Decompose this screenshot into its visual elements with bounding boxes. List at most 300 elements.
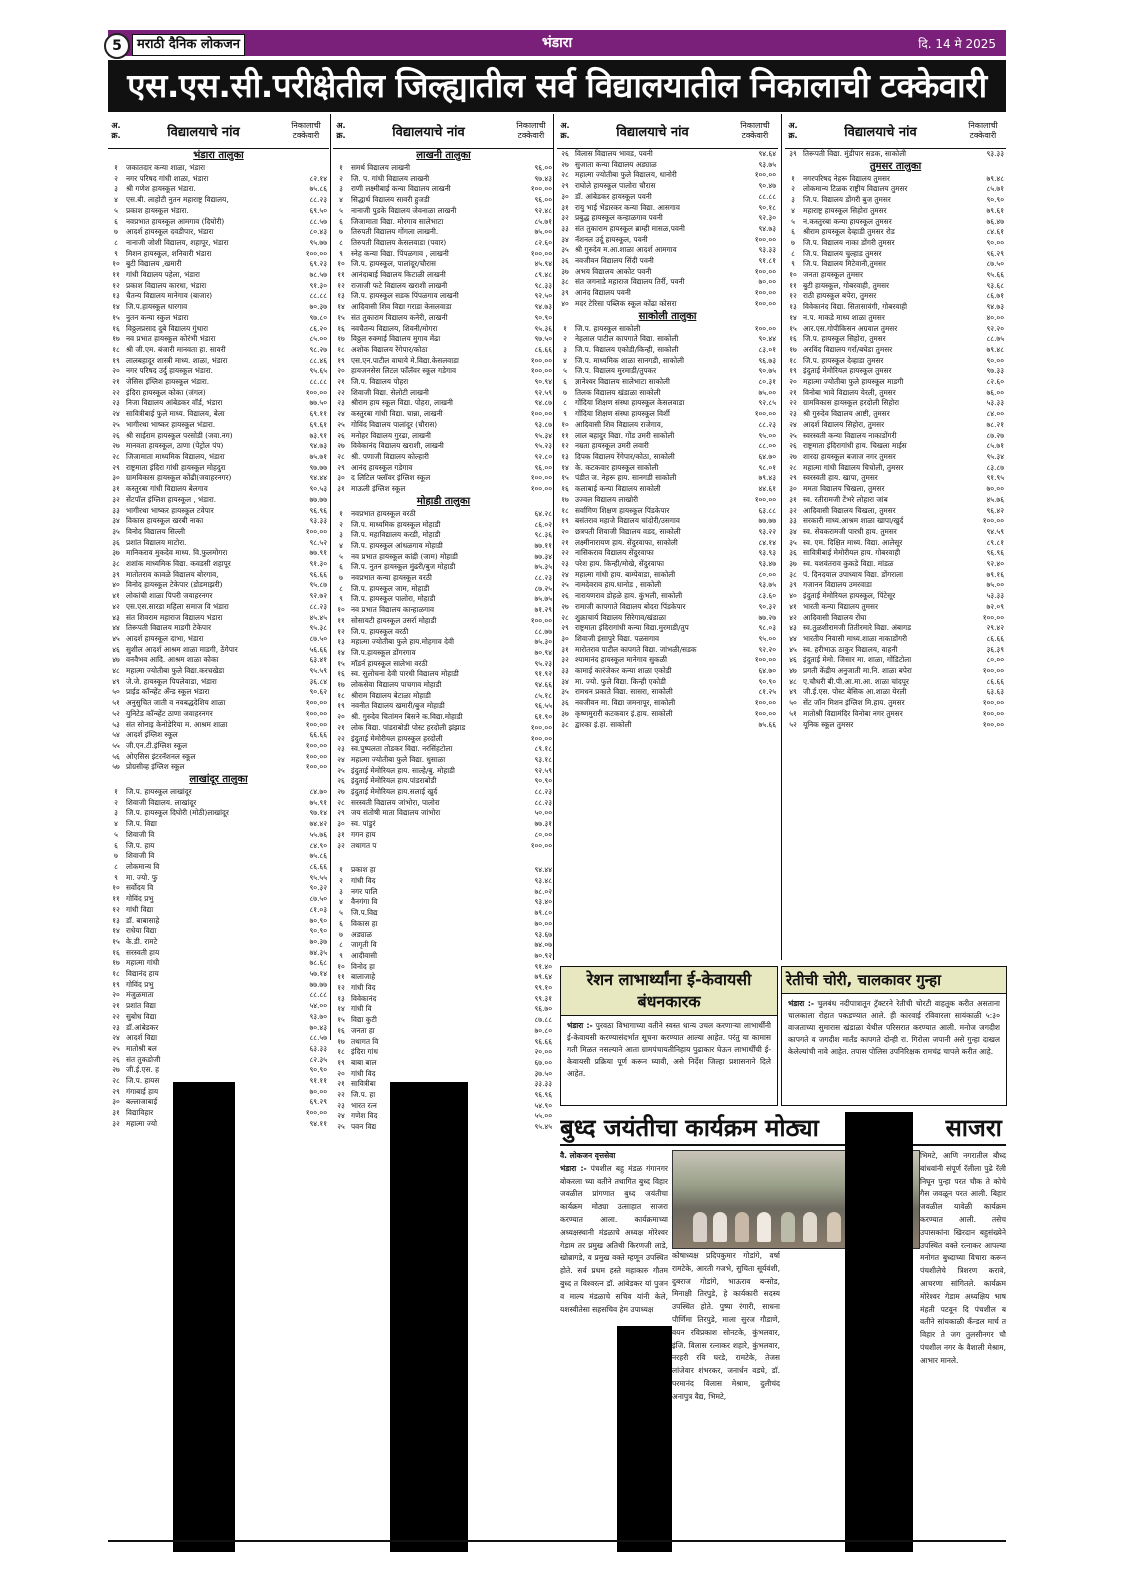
table-row xyxy=(108,420,329,431)
table-row xyxy=(108,206,329,217)
school-name: रामाजी कापगाते विद्यालय बोदरा पिंडकेपार xyxy=(575,601,686,611)
school-name: जि.प. विद्यालय चुल्हाड तुमसर xyxy=(803,248,882,258)
result-percentage: ७५.६६ xyxy=(758,719,776,729)
result-percentage: ७३.९१ xyxy=(309,430,327,440)
result-percentage: ८८.४६ xyxy=(309,355,327,365)
serial-number: २५ xyxy=(561,580,569,590)
table-row xyxy=(108,741,329,752)
serial-number: २७ xyxy=(112,441,120,451)
school-name: श्री गणेश हायस्कूल भंडारा. xyxy=(126,184,196,194)
table-row xyxy=(333,291,554,302)
table-row xyxy=(785,302,1006,313)
serial-number: ३५ xyxy=(789,537,797,547)
results-column-2 xyxy=(333,114,554,1133)
serial-number: १७ xyxy=(561,494,569,504)
school-name: वैनगंगा वि xyxy=(351,897,378,907)
serial-number: ३ xyxy=(339,886,343,896)
result-percentage: १००.०० xyxy=(754,298,776,308)
table-row xyxy=(108,798,329,809)
serial-number: २० xyxy=(789,377,797,387)
serial-number: ३६ xyxy=(561,256,569,266)
serial-number: २५ xyxy=(789,430,797,440)
result-percentage: ७४.३५ xyxy=(309,947,327,957)
table-row xyxy=(108,905,329,916)
table-row xyxy=(333,930,554,941)
result-percentage: ७४.०७ xyxy=(534,940,552,950)
school-name: महात्मा ज्योतीबा फुले विद्यालय, धानोरी xyxy=(575,170,677,180)
results-column-3 xyxy=(557,114,778,730)
results-table xyxy=(333,114,554,1133)
school-name: जनता हायस्कूल तुमसर xyxy=(803,270,863,280)
school-name: आनंदाबाई विद्यालय किटाळी लाखनी xyxy=(351,270,446,280)
serial-number: १२ xyxy=(337,983,345,993)
school-name: श्री साईराम हायस्कूल परसोडी (जवा.नग) xyxy=(126,430,233,440)
table-row xyxy=(333,573,554,584)
table-row xyxy=(108,916,329,927)
serial-number: १४ xyxy=(337,1004,345,1014)
school-name: इंदुताई मेमोरियल हाय.सलाई खुर्द xyxy=(351,787,438,797)
result-percentage: ७९.४८ xyxy=(986,344,1004,354)
school-name: नव प्रभात हायस्कूल कोरंभी भंडारा xyxy=(126,334,216,344)
school-name: संत तुकाराम हायस्कूल ब्राम्ही मासळ,पवनी xyxy=(575,223,685,233)
school-name: आर.एस.गोपीकिसन अग्रवाल तुमसर xyxy=(803,323,898,333)
school-name: राणी लक्ष्मीबाई कन्या विद्यालय लाखनी xyxy=(351,184,451,194)
serial-number: ३० xyxy=(112,1097,120,1107)
school-name: शशांक माध्यमिक विद्या. कवडसी शहापूर xyxy=(126,559,231,569)
result-percentage: ८६.६६ xyxy=(986,633,1004,643)
table-row xyxy=(785,206,1006,217)
serial-number: १९ xyxy=(112,979,120,989)
serial-number: ६ xyxy=(339,216,343,226)
school-name: महात्मा ज्यो xyxy=(126,1118,158,1128)
school-name: प्रबुद्ध हायस्कूल कन्हाळगाव पवनी xyxy=(575,213,663,223)
school-name: महात्मा ज्योतीबा फुले हाय.मोहगाव देवी xyxy=(351,637,455,647)
table-row xyxy=(785,687,1006,698)
school-name: जि.प. विद्यालय डोंगरी बुज तुमसर xyxy=(803,195,891,205)
result-percentage: ९०.४७ xyxy=(758,181,776,191)
result-percentage: ९१.४० xyxy=(534,961,552,971)
serial-number: २१ xyxy=(561,537,569,547)
table-row xyxy=(108,1023,329,1034)
result-percentage: ९०.९० xyxy=(309,1065,327,1075)
school-name: सरस्वती हाय xyxy=(126,947,160,957)
serial-number: १२ xyxy=(112,280,120,290)
table-row xyxy=(108,334,329,345)
serial-number: ३२ xyxy=(112,1118,120,1128)
school-name: नव प्रभात हायस्कूल कांद्री (जाम) मोहाडी xyxy=(351,551,458,561)
serial-number: २० xyxy=(337,712,345,722)
table-row xyxy=(108,602,329,613)
box-title-line2: बंधनकारक xyxy=(637,992,701,1011)
taluka-heading: साकोली तालुका xyxy=(638,310,697,322)
school-name: शिवाजी वि xyxy=(126,829,155,839)
table-row xyxy=(785,645,1006,656)
table-row xyxy=(333,356,554,367)
serial-number: २९ xyxy=(112,462,120,472)
result-percentage: ९७.८० xyxy=(309,312,327,322)
table-row xyxy=(333,530,554,541)
table-row xyxy=(785,666,1006,677)
school-name: मनोहर विद्यालय गुरढा, लाखनी xyxy=(351,430,431,440)
school-name: लाल बहादुर विद्या. गोंड उमरी साकोली xyxy=(575,430,675,440)
table-row xyxy=(557,570,778,581)
school-name: राघोले हायस्कूल पालोरा चौरास xyxy=(575,181,656,191)
table-row xyxy=(108,559,329,570)
serial-number: २१ xyxy=(789,387,797,397)
page-number: 5 xyxy=(104,33,130,59)
school-name: संत तुकडोजी xyxy=(126,1054,161,1064)
photo-figure xyxy=(735,1212,749,1242)
table-row xyxy=(108,580,329,591)
serial-number: १२ xyxy=(337,626,345,636)
results-table xyxy=(785,114,1006,730)
serial-number: ३६ xyxy=(561,698,569,708)
result-percentage: ८६.६६ xyxy=(534,344,552,354)
serial-number: २१ xyxy=(112,1001,120,1011)
result-percentage: ९९.१० xyxy=(534,983,552,993)
school-name: ज्ञानेश्वर विद्यालय सालेभाटा साकोली xyxy=(575,377,670,387)
result-percentage: ४०.०० xyxy=(986,312,1004,322)
result-percentage: १००.०० xyxy=(530,248,552,258)
serial-number: ३४ xyxy=(561,676,569,686)
table-row xyxy=(333,819,554,830)
serial-number: १० xyxy=(112,883,120,893)
serial-number: २३ xyxy=(337,1100,345,1110)
school-name: संत जगनाडे महाराज विद्यालय तिर्री, पवनी xyxy=(575,277,685,287)
result-percentage: ६३.४१ xyxy=(309,655,327,665)
result-percentage xyxy=(283,163,329,174)
result-percentage: ९०.३२ xyxy=(758,601,776,611)
school-name: गणेश विद xyxy=(351,1111,378,1121)
serial-number: १५ xyxy=(561,473,569,483)
serial-number: २२ xyxy=(561,548,569,558)
school-name: कामाई कारंजेकर कन्या शाळा एकोडी xyxy=(575,666,672,676)
result-percentage: ५३.३३ xyxy=(986,591,1004,601)
serial-number: ५० xyxy=(789,698,797,708)
serial-number: ३४ xyxy=(561,234,569,244)
result-percentage: १००.०० xyxy=(305,740,327,750)
serial-number: ३३ xyxy=(561,666,569,676)
serial-number: १५ xyxy=(337,658,345,668)
result-percentage: ९३.७५ xyxy=(758,159,776,169)
result-percentage: ५४.०० xyxy=(309,1001,327,1011)
school-name: आदिवासी शिव विद्या गराडा केसलवाडा xyxy=(351,302,452,312)
school-name: इंदिरा गांध xyxy=(351,1047,379,1057)
table-row xyxy=(557,580,778,591)
result-percentage: ९६.९६ xyxy=(986,548,1004,558)
serial-number: २८ xyxy=(561,170,569,180)
serial-number: ४ xyxy=(339,195,343,205)
table-row xyxy=(785,441,1006,452)
table-row xyxy=(785,409,1006,420)
school-name: विद्यानंद हाय xyxy=(126,969,159,979)
result-percentage: ९३.८७ xyxy=(534,419,552,429)
school-name: इंदुताई मेमोरियल हायस्कूल तुमसर xyxy=(803,366,892,376)
table-row xyxy=(108,634,329,645)
table-row xyxy=(108,484,329,495)
school-name: शिवाजी विद्या. सेलोटी लाखनी xyxy=(351,387,429,397)
column-divider xyxy=(781,114,782,960)
table-row xyxy=(333,798,554,809)
serial-number: ४२ xyxy=(789,612,797,622)
serial-number: ८ xyxy=(339,237,343,247)
serial-number: ७ xyxy=(339,929,343,939)
school-name: एस.बी. लाहोटी नुतन महाराष्ट्र विद्यालय, xyxy=(126,195,229,205)
school-name: तिरूपती विद्या. मुंडीपार सडक, साकोली xyxy=(803,149,907,158)
serial-number: १० xyxy=(561,419,569,429)
result-percentage: ८५.७१ xyxy=(986,184,1004,194)
result-percentage: ७७.७७ xyxy=(309,494,327,504)
result-percentage: ९६.७३ xyxy=(758,355,776,365)
table-row xyxy=(108,538,329,549)
result-percentage: ६३.३३ xyxy=(309,1043,327,1053)
school-name: महात्मा गांधी विद्यालय चिचोली, तुमसर xyxy=(803,462,904,472)
result-percentage: १००.०० xyxy=(982,612,1004,622)
serial-number: २१ xyxy=(337,377,345,387)
school-name: इंदुताई मेमोरीयल हायस्कूल हरदोली xyxy=(351,733,443,743)
school-name: नगर पालि xyxy=(351,886,378,896)
result-percentage: ९६.४२ xyxy=(986,505,1004,515)
result-percentage: ८४.०० xyxy=(986,409,1004,419)
result-percentage: ८८.८८ xyxy=(758,191,776,201)
table-row xyxy=(108,398,329,409)
school-name: राष्ट्रमाता इंदिरा गांधी हायस्कूल मोहदुरा xyxy=(126,462,226,472)
school-name: स्व. एम. दिक्षित माध्य. विद्या. आलेसूर xyxy=(803,537,903,547)
serial-number: २९ xyxy=(337,462,345,472)
school-name: नवप्रभात कन्या हायस्कूल वरठी xyxy=(351,573,432,583)
school-name: गोविंद विद्यालय पालांदूर (चौरास) xyxy=(351,419,438,429)
table-row xyxy=(108,570,329,581)
serial-number: ३७ xyxy=(561,266,569,276)
table-row xyxy=(108,516,329,527)
table-row xyxy=(333,887,554,898)
result-percentage: ९०.७५ xyxy=(758,366,776,376)
result-percentage: ९०.३२ xyxy=(309,883,327,893)
result-percentage: ९२.४८ xyxy=(534,205,552,215)
serial-number: २६ xyxy=(561,149,569,158)
table-row xyxy=(785,184,1006,195)
serial-number: ११ xyxy=(789,280,797,290)
school-name: शिवाजी वि xyxy=(126,851,155,861)
result-percentage: ७०.०० xyxy=(986,484,1004,494)
table-row xyxy=(557,655,778,666)
result-percentage: ९२.७२ xyxy=(309,591,327,601)
school-name: कृष्णमुरारी कटकवार इं.हाय. साकोली xyxy=(575,708,673,718)
taluka-heading: लाखनी तालुका xyxy=(416,150,471,161)
table-row xyxy=(108,473,329,484)
serial-number: १३ xyxy=(561,451,569,461)
school-name: छत्रपती शिवाजी विद्यालय वडद, साकोली xyxy=(575,526,681,536)
taluka-heading xyxy=(333,851,554,865)
result-percentage: ९४.४४ xyxy=(309,473,327,483)
school-name: द लिटिल फ्लॉवर इंग्लिश स्कूल xyxy=(351,473,431,483)
school-name: जि.प. हाय xyxy=(126,840,155,850)
serial-number: ५ xyxy=(339,205,343,215)
serial-number: ६ xyxy=(114,840,118,850)
serial-number: ५५ xyxy=(112,740,120,750)
table-row xyxy=(333,841,554,852)
result-percentage: १००.०० xyxy=(530,615,552,625)
school-name: मा. ज्यो. फु xyxy=(126,872,158,882)
table-row xyxy=(557,548,778,559)
table-row xyxy=(333,398,554,409)
serial-number: ३५ xyxy=(561,687,569,697)
result-percentage: १००.०० xyxy=(530,355,552,365)
result-percentage: ७७.५० xyxy=(309,398,327,408)
school-name: जि.प.विद्य xyxy=(351,908,378,918)
school-name: सावित्रीबाई फुले माध्य. विद्यालय, बेला xyxy=(126,409,225,419)
serial-number: ५ xyxy=(563,366,567,376)
serial-number: ३८ xyxy=(561,719,569,729)
table-row xyxy=(557,484,778,495)
school-name: गजानन विद्यालय उमरवाडा xyxy=(803,580,872,590)
table-row xyxy=(557,613,778,624)
school-name: इंदुताई मेमोरियल हाय. साल्हे/बु. मोहाडी xyxy=(351,765,455,775)
school-name: तिरुपती विद्यालय गोंगला लाखनी. xyxy=(351,227,439,237)
school-name: महात्मा ज्योतीबा फुले विद्या. धुसाळा xyxy=(351,754,446,764)
result-percentage: ७६.०० xyxy=(986,387,1004,397)
result-percentage: ८६.६६ xyxy=(986,676,1004,686)
result-percentage: ८५.७१ xyxy=(986,441,1004,451)
table-row xyxy=(557,441,778,452)
school-name: पं. दिनदयाल उपाध्याय विद्या. डोंगराला xyxy=(803,569,903,579)
school-name: जी.एन.टी.इंग्लिश स्कूल xyxy=(126,740,188,750)
article-headline xyxy=(560,1112,1006,1146)
result-percentage: ८८.२३ xyxy=(534,797,552,807)
school-name: विठ्ठलप्रसाद दुबे विद्यालय गुंथारा xyxy=(126,323,209,333)
school-name: जि.प. विद्या xyxy=(126,819,157,829)
school-name: लोकमान्य वि xyxy=(126,862,160,871)
serial-number: ५ xyxy=(791,216,795,226)
serial-number: ११ xyxy=(337,972,345,982)
serial-number: २० xyxy=(337,366,345,376)
serial-number: २१ xyxy=(112,377,120,387)
serial-number: १४ xyxy=(337,647,345,657)
table-row xyxy=(785,388,1006,399)
table-row xyxy=(333,324,554,335)
school-name: जि.प. हायस xyxy=(126,1076,160,1086)
table-row xyxy=(333,594,554,605)
serial-number: ४७ xyxy=(112,655,120,665)
table-row xyxy=(108,841,329,852)
table-row xyxy=(108,720,329,731)
result-percentage: ८७.८८ xyxy=(534,1015,552,1025)
serial-number: १० xyxy=(337,961,345,971)
serial-number: १८ xyxy=(561,505,569,515)
table-row xyxy=(333,962,554,973)
table-row xyxy=(785,548,1006,559)
result-percentage: ९३.६८ xyxy=(986,280,1004,290)
results-table xyxy=(108,114,329,1130)
serial-number: ३१ xyxy=(561,644,569,654)
serial-number: ७ xyxy=(114,851,118,861)
serial-number: ९ xyxy=(339,594,343,604)
serial-number: ३७ xyxy=(561,708,569,718)
table-row xyxy=(108,324,329,335)
table-row xyxy=(785,698,1006,709)
result-percentage: ६७.०० xyxy=(534,1057,552,1067)
school-name: मॉडर्न हायस्कूल सालेभा वरठी xyxy=(351,658,428,668)
school-name: स्नेह कन्या विद्या. पिंपळगाव , लाखनी xyxy=(351,248,449,258)
table-row xyxy=(333,691,554,702)
result-percentage: ९२.५९ xyxy=(534,387,552,397)
serial-number: ४० xyxy=(112,580,120,590)
table-row xyxy=(557,431,778,442)
school-name: सुशील आदर्श आश्रम शाळा माडगी, ठेंगेपार xyxy=(126,644,238,654)
school-name: शारदा हायस्कूल बजाज नगर तुमसर xyxy=(803,451,896,461)
serial-number: २६ xyxy=(112,430,120,440)
result-percentage: ८९.४८ xyxy=(534,270,552,280)
school-name: जि.प.हायस्कूल धारगाव xyxy=(126,302,188,312)
school-name: जि.प. नुतन हायस्कूल मुंढरी/बुज मोहाडी xyxy=(351,562,456,572)
table-row xyxy=(333,431,554,442)
table-row xyxy=(108,730,329,741)
serial-number: ३१ xyxy=(789,494,797,504)
result-percentage: १००.०० xyxy=(530,473,552,483)
serial-number: १४ xyxy=(789,312,797,322)
serial-number: २७ xyxy=(337,441,345,451)
table-row xyxy=(108,687,329,698)
result-percentage: ७०.०० xyxy=(534,918,552,928)
serial-number: ५१ xyxy=(112,698,120,708)
table-row xyxy=(785,291,1006,302)
school-name: सरकारी माध्य.आश्रम शाळा खापा/खुर्द xyxy=(803,516,904,526)
serial-number: ४० xyxy=(561,298,569,308)
result-percentage: ९२.३० xyxy=(758,213,776,223)
school-name: कलाबाई कन्या विद्यालय साकोली xyxy=(575,484,661,494)
table-row xyxy=(108,613,329,624)
result-percentage: ७७.३१ xyxy=(534,819,552,829)
serial-number: ३५ xyxy=(112,526,120,536)
school-name: विनोद विद्यालय सिल्ली xyxy=(126,526,185,536)
table-row xyxy=(785,452,1006,463)
result-percentage: ८५.०० xyxy=(309,334,327,344)
column-header-serial: अ. क्र. xyxy=(333,114,349,149)
table-row xyxy=(108,495,329,506)
table-row xyxy=(108,787,329,798)
serial-number: १६ xyxy=(337,669,345,679)
result-percentage: ९०.१८ xyxy=(758,202,776,212)
serial-number: ४१ xyxy=(112,591,120,601)
table-row xyxy=(557,559,778,570)
result-percentage: १००.०० xyxy=(530,840,552,850)
serial-number: १४ xyxy=(112,926,120,936)
result-percentage: ६९.११ xyxy=(309,409,327,419)
result-percentage: १००.०० xyxy=(982,708,1004,718)
table-row xyxy=(785,398,1006,409)
article-text: भिमटे, आणि नगरातील बौध्द बांधवांनी संपूर्ण रॅलीला पुढे रॅली निघून पुन्हा परत चौक ते कोचे गैस जवळून परत आली. बिहार जवळील यावेळी कार्यक्रम करण्यात आली. तसेच उपासकांना खिरदान बहुसंख्येने उपस्थित वक्ते रत्नाकर आपल्या मनोगत बुध्दाच्या विचारा करून पंचशीलेचे त्रिशरण करावे, आचरणा सांगितले. कार्यक्रम मोरेश्वर गेडाम अध्यक्षिय भाष मंहती पटवून दि पंचशील ब वतीने सांयकाळी कँन्डल मार्च त विहार ते जग तुलसीनगर चौ पंचशील नगर के वैशाली मेश्राम, आभार मानले. xyxy=(920,1151,1006,1365)
school-name: आदर्श हायस्कूल दवडीपार, भंडारा xyxy=(126,227,214,237)
school-name: इंदुताई मेमो. जिसार मा. शाळा, गोंडिटोला xyxy=(803,655,912,665)
news-box-sand-theft xyxy=(781,966,1007,1106)
school-name: सिद्धार्थ विद्यालय सावरी हुजडी xyxy=(351,195,430,205)
serial-number: १४ xyxy=(337,302,345,312)
serial-number: ३ xyxy=(563,344,567,354)
result-percentage: ६९.२३ xyxy=(309,259,327,269)
result-percentage: ९३.७० xyxy=(309,1011,327,1021)
table-row xyxy=(333,876,554,887)
table-row xyxy=(557,623,778,634)
result-percentage: १००.०० xyxy=(305,708,327,718)
result-percentage: ६४.७० xyxy=(758,666,776,676)
result-percentage: ८६.०२ xyxy=(534,519,552,529)
school-name: सोसायटी हायस्कूल उसर्रा मोहाडी xyxy=(351,615,437,625)
table-row xyxy=(333,865,554,876)
result-percentage: ९३.४० xyxy=(534,897,552,907)
school-name: भागीरथा भाष्कर हायस्कूल टवेपार xyxy=(126,505,214,515)
table-row xyxy=(108,623,329,634)
table-row xyxy=(557,160,778,171)
